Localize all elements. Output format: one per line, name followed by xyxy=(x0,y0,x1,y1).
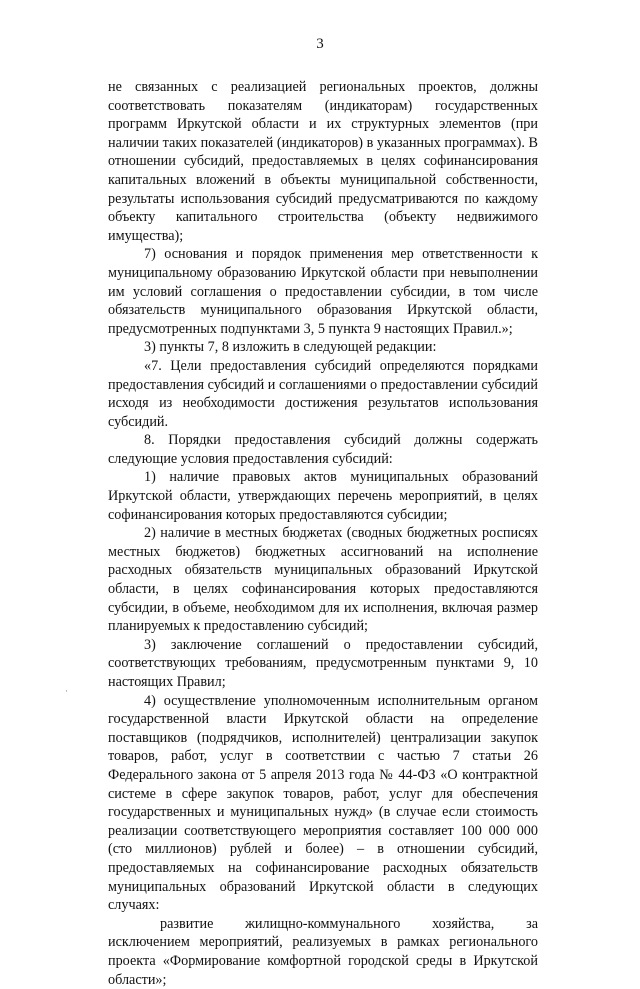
paragraph-case-housing: развитие жилищно-коммунального хозяйства, за исключением мероприятий, реализуемых в рамках регионального проекта «Формирование комфортной городской среды в Иркутской области»; xyxy=(108,915,538,988)
margin-mark: · xyxy=(65,686,68,696)
paragraph-point-7: «7. Цели предоставления субсидий определяются порядками предоставления субсидий и соглашениями о предоставлении субсидий исходя из необходимости достижения результатов использования субсидий. xyxy=(108,357,538,430)
paragraph-condition-1: 1) наличие правовых актов муниципальных образований Иркутской области, утверждающих перечень мероприятий, в целях софинансирования которых предоставляются субсидии; xyxy=(108,469,538,523)
paragraph-amendment-3: 3) пункты 7, 8 изложить в следующей редакции: xyxy=(144,339,437,356)
paragraph-condition-4: 4) осуществление уполномоченным исполнительным органом государственной власти Иркутской области на определение поставщиков (подрядчиков, исполнителей) централизации закупок товаров, работ, услуг в соответствии с частью 7 статьи 26 Федерального закона от 5 апреля 2013 года № 44-ФЗ «О контрактной системе в сфере закупок товаров, работ, услуг для обеспечения государственных и муниципальных нужд» (в случае если стоимость реализации соответствующего мероприятия составляет 100 000 000 (сто миллионов) рублей и более) – в отношении субсидий, предоставляемых на софинансирование расходных обязательств муниципальных образований Иркутской области в следующих случаях: xyxy=(108,692,538,914)
paragraph-item-7: 7) основания и порядок применения мер ответственности к муниципальному образованию Иркутской области при невыполнении им условий соглашения о предоставлении субсидии, в том числе обязательств муниципального образования Иркутской области, предусмотренных подпунктами 3, 5 пункта 9 настоящих Правил.»; xyxy=(108,246,538,337)
paragraph-condition-3: 3) заключение соглашений о предоставлении субсидий, соответствующих требованиям, предусмотренным пунктами 9, 10 настоящих Правил; xyxy=(108,636,538,690)
paragraph-point-8: 8. Порядки предоставления субсидий должны содержать следующие условия предоставления субсидий: xyxy=(108,432,538,467)
page-number: 3 xyxy=(316,36,324,52)
paragraph-condition-2: 2) наличие в местных бюджетах (сводных бюджетных росписях местных бюджетов) бюджетных ассигнований на исполнение расходных обязательств муниципальных образований Иркутской области, в целях софинансирования которых предоставляются субсидии, в объеме, необходимом для их исполнения, включая размер планируемых к предоставлению субсидий; xyxy=(108,525,538,635)
paragraph-continuation: не связанных с реализацией региональных проектов, должны соответствовать показателям (индикаторам) государственных программ Иркутской области и их структурных элементов (при наличии таких показателей (индикаторов) в указанных программах). В отношении субсидий, предоставляемых в целях софинансирования капитальных вложений в объекты муниципальной собственности, результаты использования субсидий предусматриваются по каждому объекту капитального строительства (объекту недвижимого имущества); xyxy=(108,79,538,244)
document-body xyxy=(108,78,538,989)
